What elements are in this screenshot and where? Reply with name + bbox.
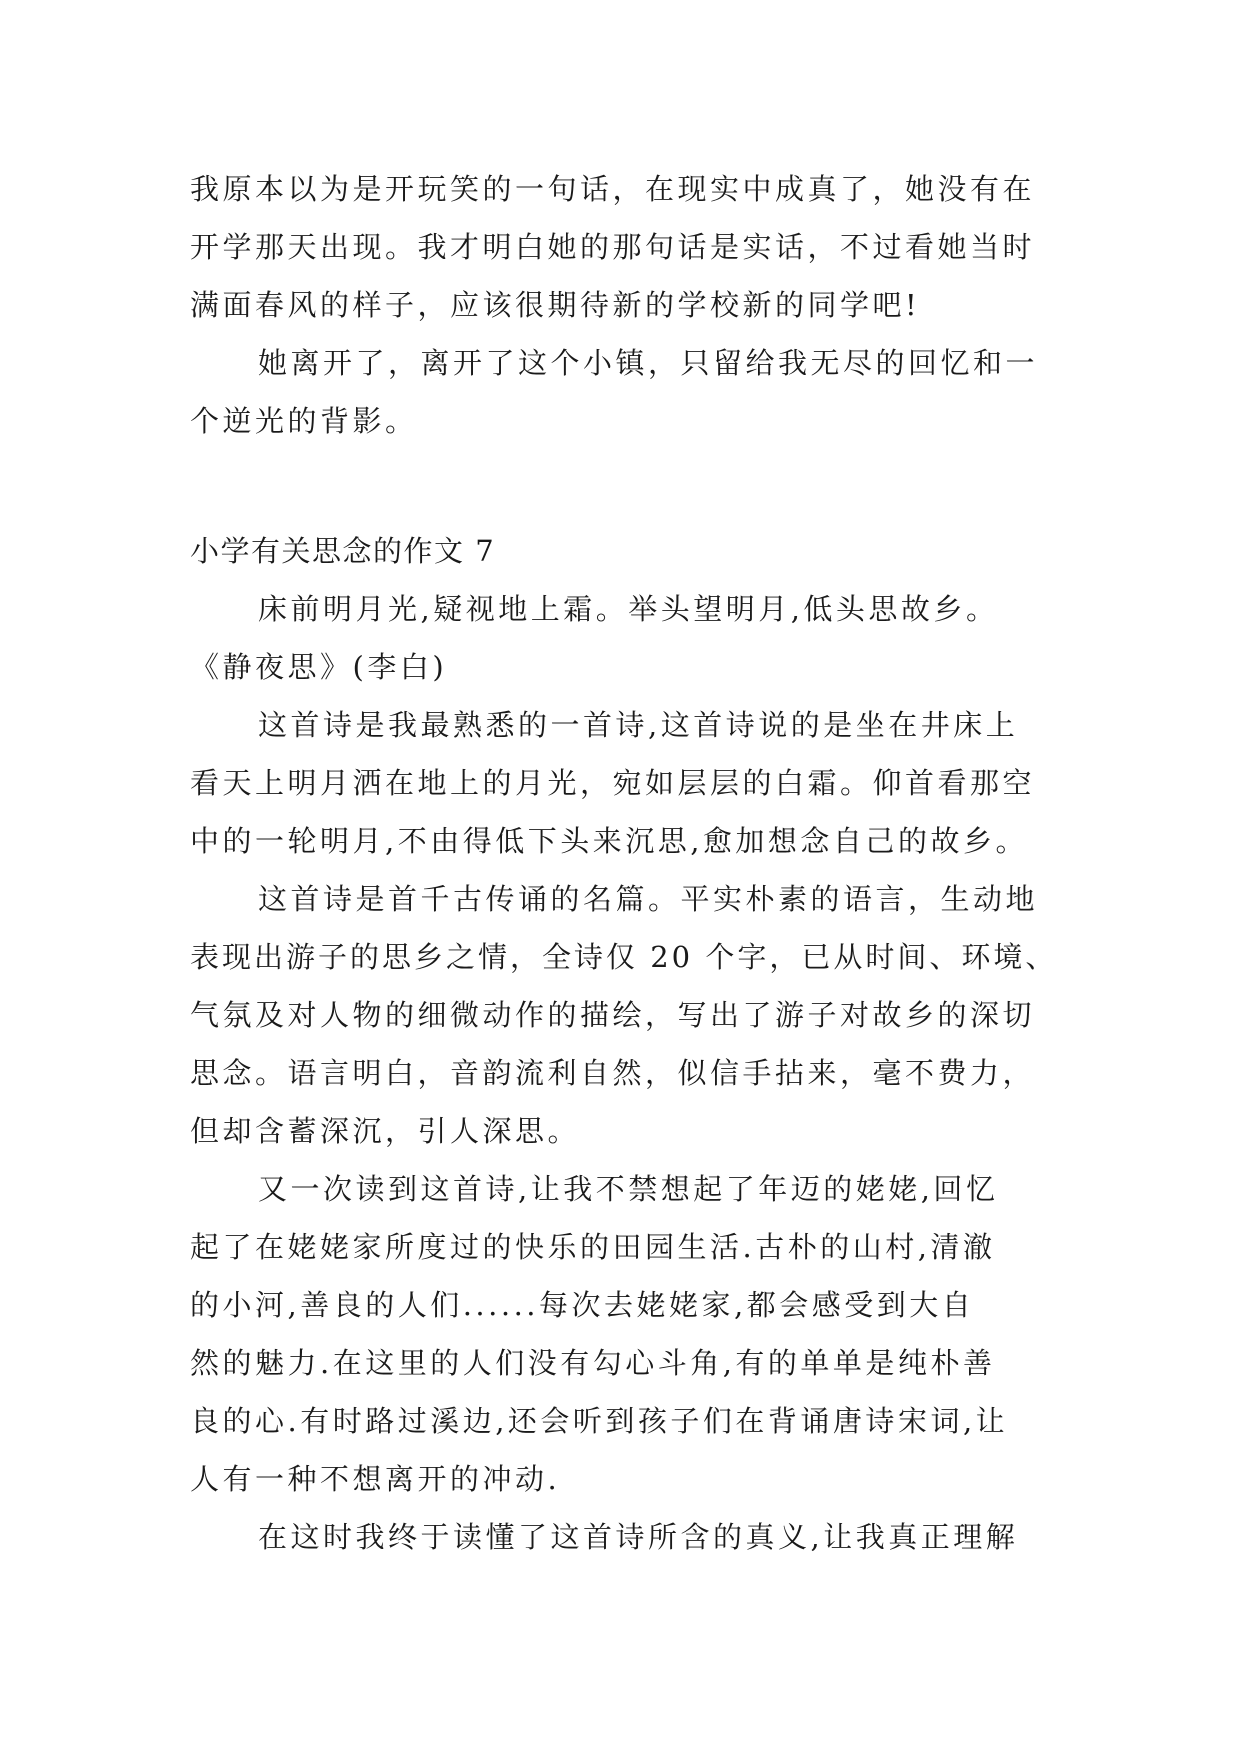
paragraph xyxy=(190,696,1060,870)
paragraph xyxy=(190,580,1060,696)
text-line: 满面春风的样子，应该很期待新的学校新的同学吧! xyxy=(190,288,921,322)
text-line: 这首诗是我最熟悉的一首诗,这首诗说的是坐在井床上 xyxy=(258,708,1019,742)
paragraph xyxy=(190,870,1060,1160)
section-heading: 小学有关思念的作文 7 xyxy=(190,534,496,568)
text-line: 看天上明月洒在地上的月光，宛如层层的白霜。仰首看那空 xyxy=(190,766,1036,800)
section-gap xyxy=(190,450,1060,522)
paragraph xyxy=(190,1508,1060,1566)
text-line: 良的心.有时路过溪边,还会听到孩子们在背诵唐诗宋词,让 xyxy=(190,1404,1009,1438)
text-line: 的小河,善良的人们......每次去姥姥家,都会感受到大自 xyxy=(190,1288,975,1322)
text-line: 气氛及对人物的细微动作的描绘，写出了游子对故乡的深切 xyxy=(190,998,1036,1032)
text-line: 中的一轮明月,不由得低下头来沉思,愈加想念自己的故乡。 xyxy=(190,824,1028,858)
text-line: 人有一种不想离开的冲动. xyxy=(190,1462,561,1496)
text-line: 床前明月光,疑视地上霜。举头望明月,低头思故乡。 xyxy=(258,592,999,626)
text-line: 然的魅力.在这里的人们没有勾心斗角,有的单单是纯朴善 xyxy=(190,1346,996,1380)
text-line: 《静夜思》(李白) xyxy=(190,650,448,684)
document-body xyxy=(190,160,1060,1566)
paragraph xyxy=(190,334,1060,450)
text-line: 又一次读到这首诗,让我不禁想起了年迈的姥姥,回忆 xyxy=(258,1172,999,1206)
text-line: 但却含蓄深沉，引人深思。 xyxy=(190,1114,581,1148)
text-line: 表现出游子的思乡之情，全诗仅 20 个字，已从时间、环境、 xyxy=(190,940,1058,974)
text-line: 她离开了，离开了这个小镇，只留给我无尽的回忆和一 xyxy=(258,346,1039,380)
paragraph xyxy=(190,1160,1060,1508)
text-line: 开学那天出现。我才明白她的那句话是实话，不过看她当时 xyxy=(190,230,1036,264)
paragraph xyxy=(190,160,1060,334)
text-line: 在这时我终于读懂了这首诗所含的真义,让我真正理解 xyxy=(258,1520,1019,1554)
text-line: 起了在姥姥家所度过的快乐的田园生活.古朴的山村,清澈 xyxy=(190,1230,996,1264)
text-line: 思念。语言明白，音韵流利自然，似信手拈来，毫不费力， xyxy=(190,1056,1036,1090)
text-line: 这首诗是首千古传诵的名篇。平实朴素的语言，生动地 xyxy=(258,882,1039,916)
text-line: 个逆光的背影。 xyxy=(190,404,418,438)
text-line: 我原本以为是开玩笑的一句话，在现实中成真了，她没有在 xyxy=(190,172,1036,206)
